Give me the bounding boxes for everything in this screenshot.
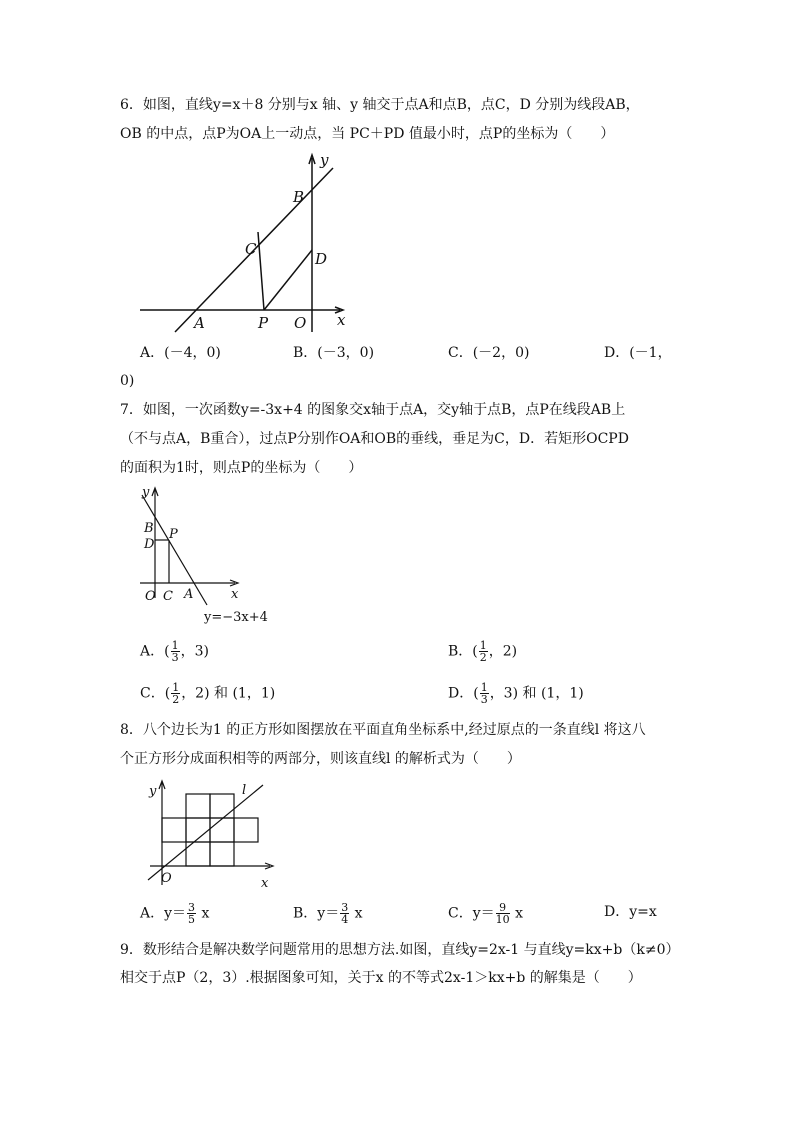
- q6-label-o: O: [294, 314, 307, 332]
- q6-label-p: P: [258, 314, 269, 332]
- q7-label-a: A: [184, 587, 194, 602]
- q7-option-c: C．( $\frac{1}{2}$ ，2) 和 (1，1): [140, 681, 276, 706]
- q8-square: [210, 794, 234, 818]
- q7-label-x: x: [231, 587, 239, 602]
- q6-text-line-1: 6．如图，直线y=x＋8 分别与x 轴、y 轴交于点A和点B，点C，D 分别为线段AB，: [120, 97, 640, 113]
- q6-label-b: B: [293, 188, 305, 206]
- q7-label-o: O: [145, 589, 156, 604]
- q7-figure: [135, 480, 285, 630]
- q7-text-line-1: 7．如图，一次函数y=-3x+4 的图象交x轴于点A，交y轴于点B，点P在线段AB上: [120, 402, 626, 418]
- q7-text-line-2: （不与点A，B重合），过点P分别作OA和OB的垂线，垂足为C，D．若矩形OCPD: [120, 431, 629, 447]
- q6-option-c: C．(－2，0): [448, 345, 530, 361]
- q9-text-line-2: 相交于点P（2，3）.根据图象可知，关于x 的不等式2x-1＞kx+b 的解集是（ ）: [120, 970, 642, 986]
- q6-label-d: D: [315, 250, 328, 268]
- q8-square: [186, 794, 210, 818]
- q7-label-d: D: [144, 537, 155, 552]
- q6-text-line-2: OB 的中点，点P为OA上一动点，当 PC＋PD 值最小时，点P的坐标为（ ）: [120, 126, 615, 142]
- q7-label-c: C: [163, 589, 173, 604]
- q6-label-c: C: [245, 240, 257, 258]
- q8-option-c: C．y＝ $\frac{9}{10}$ x: [448, 901, 523, 926]
- q7-option-a: A．( $\frac{1}{3}$ ，3): [140, 639, 209, 664]
- q8-label-o: O: [161, 871, 172, 886]
- q7-line-equation: y=−3x+4: [204, 610, 268, 625]
- q8-label-y: y: [149, 784, 157, 799]
- q6-option-a: A．(－4，0): [140, 345, 221, 361]
- q8-square: [210, 842, 234, 866]
- q7-label-b: B: [144, 521, 154, 536]
- q8-text-line-1: 8．八个边长为1 的正方形如图摆放在平面直角坐标系中,经过原点的一条直线l 将这八: [120, 722, 646, 738]
- q6-label-a: A: [194, 314, 205, 332]
- q7-text-line-3: 的面积为1时，则点P的坐标为（ ）: [120, 460, 363, 476]
- q7-option-d: D．( $\frac{1}{3}$ ，3) 和 (1，1): [448, 681, 584, 706]
- q8-square: [162, 818, 186, 842]
- q8-option-a: A．y＝ $\frac{3}{5}$ x: [140, 901, 210, 926]
- q6-label-x: x: [337, 311, 346, 329]
- q8-square: [234, 818, 258, 842]
- q7-label-y: y: [142, 485, 150, 500]
- q6-option-b: B．(－3，0): [293, 345, 375, 361]
- q6-option-d-wrap: 0): [120, 373, 135, 389]
- q8-label-l: l: [242, 783, 247, 798]
- q6-option-d: D．(－1，: [604, 345, 672, 361]
- q8-option-d: D．y=x: [604, 904, 657, 920]
- q8-label-x: x: [261, 876, 269, 891]
- q8-text-line-2: 个正方形分成面积相等的两部分，则该直线l 的解析式为（ ）: [120, 751, 521, 767]
- q8-square: [210, 818, 234, 842]
- q9-text-line-1: 9．数形结合是解决数学问题常用的思想方法.如图，直线y=2x-1 与直线y=kx+b（k≠0）: [120, 942, 680, 958]
- q8-option-b: B．y＝ $\frac{3}{4}$ x: [293, 901, 363, 926]
- q7-option-b: B．( $\frac{1}{2}$ ，2): [448, 639, 518, 664]
- q8-figure: [135, 775, 285, 895]
- q6-label-y: y: [320, 151, 329, 169]
- q6-figure: [135, 150, 355, 340]
- q7-label-p: P: [169, 527, 178, 542]
- q6-segment-pd: [264, 250, 312, 310]
